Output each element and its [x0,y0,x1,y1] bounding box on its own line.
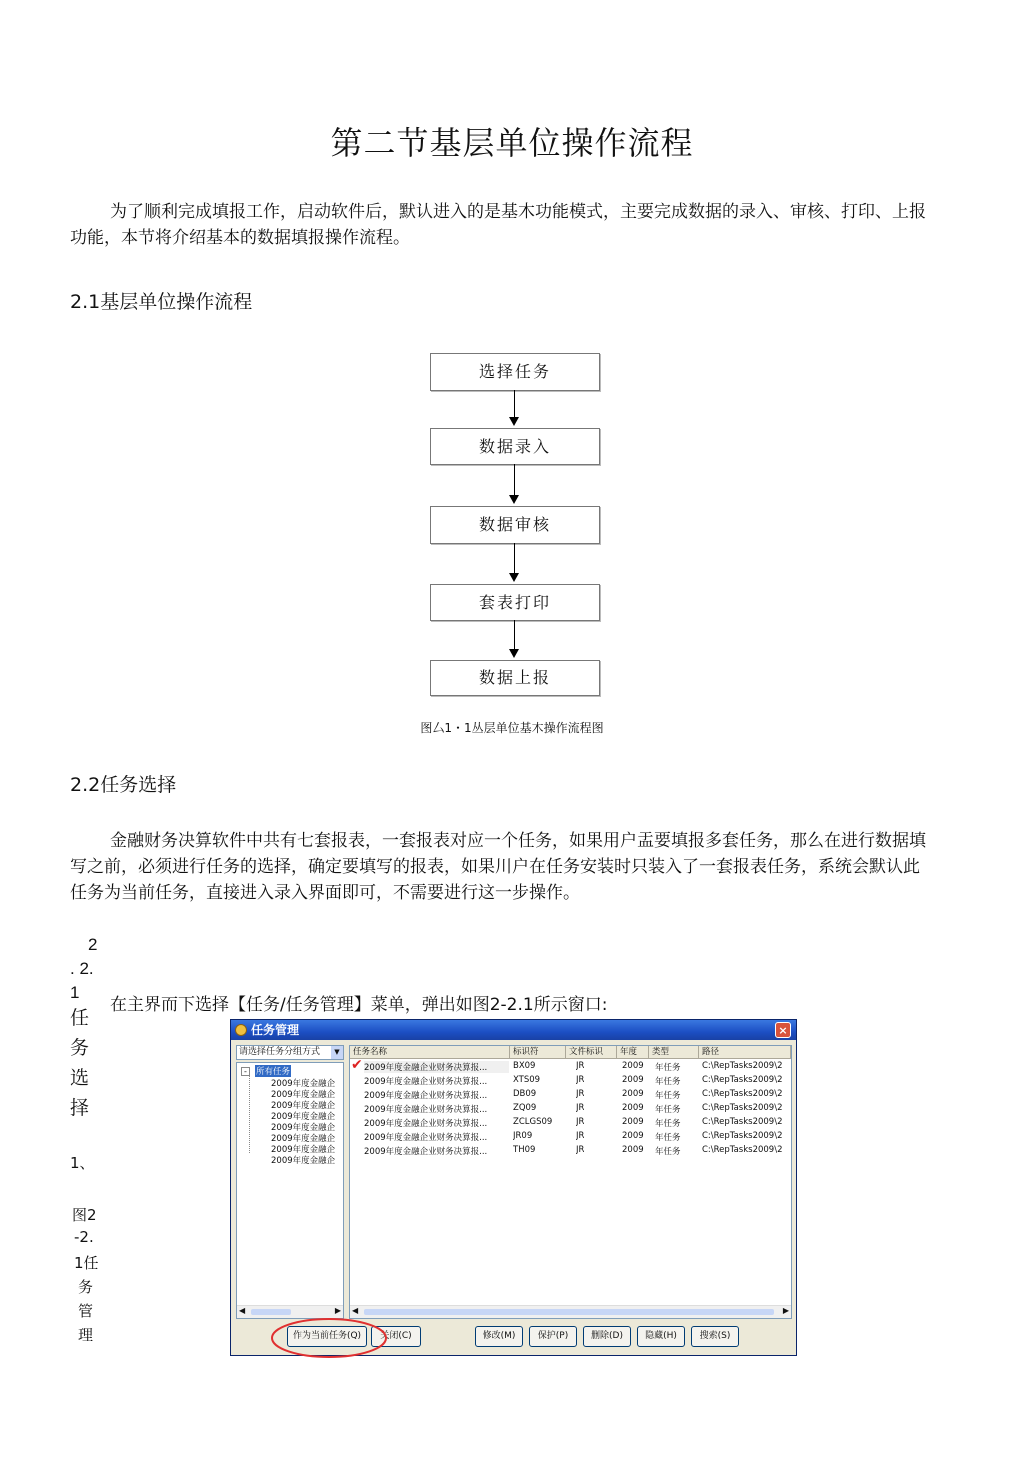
set-current-task-button[interactable]: 作为当前任务(Q) [287,1326,367,1347]
table-row[interactable]: 2009年度金融企业财务决算报... ZQ09 JR 2009 年任务 C:\RepTasks2009\2 [364,1103,783,1115]
scroll-thumb[interactable] [251,1309,291,1315]
tree-root[interactable]: 所有任务 [256,1067,291,1077]
window-title: 任务管理 [251,1023,300,1037]
page-title: 第二节基层单位操作流程 [330,124,694,162]
table-row[interactable]: 2009年度金融企业财务决算报... DB09 JR 2009 年任务 C:\RepTasks2009\2 [364,1089,783,1101]
collapse-icon[interactable]: - [241,1067,250,1076]
search-button[interactable]: 搜索(S) [691,1326,739,1347]
fig-label-line: 图2 [72,1206,97,1224]
column-header[interactable]: 路径 [699,1046,791,1059]
flow-arrow [514,464,515,496]
hide-button[interactable]: 隐藏(H) [637,1326,685,1347]
task-table [349,1045,792,1319]
app-icon [235,1024,247,1036]
table-scrollbar[interactable] [350,1305,791,1318]
subheading-char: 务 [70,1037,90,1059]
table-row[interactable]: 2009年度金融企业财务决算报... ZCLGS09 JR 2009 年任务 C:\RepTasks2009\2 [364,1117,783,1129]
edit-button[interactable]: 修改(M) [475,1326,523,1347]
tree-item[interactable]: 2009年度金融企 [271,1101,336,1111]
flow-arrow [514,543,515,574]
window-titlebar[interactable] [231,1020,796,1040]
flow-arrow [514,620,515,650]
subheading-num-2: . 2. [70,959,94,978]
subheading-num-3: 1 [70,983,80,1002]
scroll-thumb[interactable] [364,1309,774,1315]
section-heading-2-2: 2.2任务选择 [70,774,177,796]
highlight-ellipse [268,1316,392,1364]
subheading-char: 择 [70,1097,90,1119]
tree-item[interactable]: 2009年度金融企 [271,1156,336,1166]
table-row[interactable]: 2009年度金融企业财务决算报... JR09 JR 2009 年任务 C:\RepTasks2009\2 [364,1131,783,1143]
tree-line [249,1075,251,1153]
task-tree[interactable] [236,1062,344,1319]
fig-label-line: 1任 [74,1254,99,1272]
flow-arrow-head [509,495,519,504]
flow-arrow-head [509,649,519,658]
close-button[interactable]: 关闭(C) [371,1326,421,1347]
fig-label-line: -2. [74,1228,94,1246]
check-icon: ✔ [351,1057,363,1073]
tree-item[interactable]: 2009年度金融企 [271,1145,336,1155]
task-manager-window [230,1019,797,1356]
subheading-char: 选 [70,1067,90,1089]
scroll-right-icon[interactable]: ▶ [782,1306,789,1315]
tree-item[interactable]: 2009年度金融企 [271,1134,336,1144]
list-item-number: 1、 [70,1154,95,1172]
subheading-char: 任 [70,1007,90,1029]
fig-label-line: 理 [78,1326,94,1344]
flow-step-data-review: 数据审核 [430,506,600,544]
column-header[interactable]: 类型 [649,1046,699,1059]
column-header[interactable]: 年度 [617,1046,649,1059]
column-header[interactable]: 文件标识 [566,1046,617,1059]
fig-label-line: 管 [78,1302,94,1320]
group-mode-select[interactable]: 请选择任务分组方式 [236,1045,344,1060]
table-row[interactable]: 2009年度金融企业财务决算报... XTS09 JR 2009 年任务 C:\RepTasks2009\2 [364,1075,783,1087]
scroll-left-icon[interactable]: ◀ [239,1306,246,1315]
table-row[interactable]: 2009年度金融企业财务决算报... BX09 JR 2009 年任务 C:\RepTasks2009\2 [364,1061,783,1073]
section-heading-2-1: 2.1基层单位操作流程 [70,291,253,313]
protect-button[interactable]: 保护(P) [529,1326,577,1347]
flow-step-select-task: 选择任务 [430,353,600,391]
flow-step-print: 套表打印 [430,584,600,621]
tree-item[interactable]: 2009年度金融企 [271,1123,336,1133]
tree-item[interactable]: 2009年度金融企 [271,1090,336,1100]
instruction-text: 在主界而下选择【任务/任务管理】菜单，弹出如图2-2.1所示窗口: [110,995,608,1015]
column-header[interactable]: 标识符 [510,1046,566,1059]
flow-step-submit: 数据上报 [430,660,600,696]
figure-caption: 图厶1・1丛层单位基木操作流程图 [420,721,604,735]
subheading-num-1: 2 [88,935,98,954]
scroll-left-icon[interactable]: ◀ [352,1306,359,1315]
intro-paragraph: 为了顺利完成填报工作，启动软件后，默认进入的是基木功能模式，主要完成数据的录入、审核、打印、上报功能，本节将介绍基本的数据填报操作流程。 [70,202,926,248]
flow-arrow [514,390,515,418]
scroll-right-icon[interactable]: ▶ [334,1306,341,1315]
delete-button[interactable]: 删除(D) [583,1326,631,1347]
table-row[interactable]: 2009年度金融企业财务决算报... TH09 JR 2009 年任务 C:\RepTasks2009\2 [364,1145,783,1157]
chevron-down-icon[interactable]: ▼ [331,1046,343,1059]
tree-item[interactable]: 2009年度金融企 [271,1079,336,1089]
flow-arrow-head [509,417,519,426]
flow-step-data-entry: 数据录入 [430,428,600,465]
column-header[interactable]: 任务名称 [350,1046,510,1059]
flow-arrow-head [509,573,519,582]
section-2-2-paragraph: 金融财务决算软件中共有七套报表，一套报表对应一个任务，如果用户盂要填报多套任务，那么在进行数据填写之前，必须进行任务的选择，确定要填写的报表，如果川户在任务安装时只装入了一套报表任务，系统会默认此任务为当前任务，直接进入录入界面即可，不需要进行这一步操作。 [70,831,926,903]
close-icon[interactable]: × [775,1022,791,1038]
fig-label-line: 务 [78,1278,94,1296]
tree-item[interactable]: 2009年度金融企 [271,1112,336,1122]
